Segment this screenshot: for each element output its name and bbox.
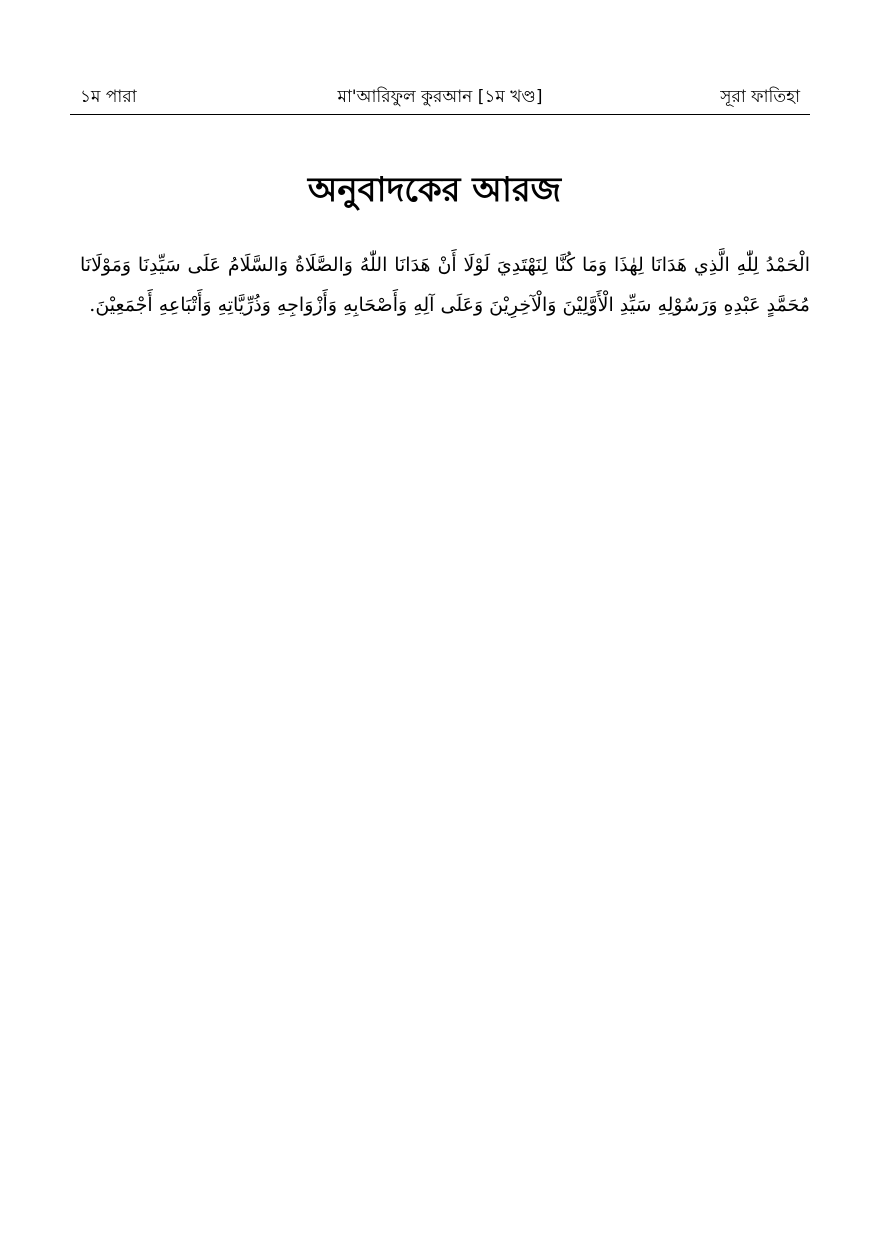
body-paragraph-3 (80, 922, 810, 1158)
arabic-invocation: الْحَمْدُ لِلّٰهِ الَّذِي هَدَانَا لِهٰذَا وَمَا كُنَّا لِنَهْتَدِيَ لَوْلَا أَنْ هَدَانَا اللّٰهُ وَالصَّلَاةُ وَالسَّلَامُ عَلَى سَيِّدِنَا وَمَوْلَانَا مُحَمَّدٍ عَبْدِهِ وَرَسُوْلِهِ سَيِّدِ الْأَوَّلِيْنَ وَالْآخِرِيْنَ وَعَلَى آلِهِ وَأَصْحَابِهِ وَأَزْوَاجِهِ وَذُرِّيَّاتِهِ وَأَتْبَاعِهِ أَجْمَعِيْنَ. (80, 254, 810, 316)
header-surah-name: সূরা ফাতিহা (720, 87, 800, 107)
page-header (70, 84, 810, 115)
header-para-number: ১ম পারা (80, 87, 137, 107)
header-book-title: মা'আরিফুল কুরআন [১ম খণ্ড] (337, 87, 543, 107)
body-paragraph-4 (80, 1170, 810, 1230)
body-paragraph-1 (80, 318, 810, 544)
page-title: অনুবাদকের আরজ (307, 170, 562, 210)
body-paragraph-2 (80, 556, 810, 910)
